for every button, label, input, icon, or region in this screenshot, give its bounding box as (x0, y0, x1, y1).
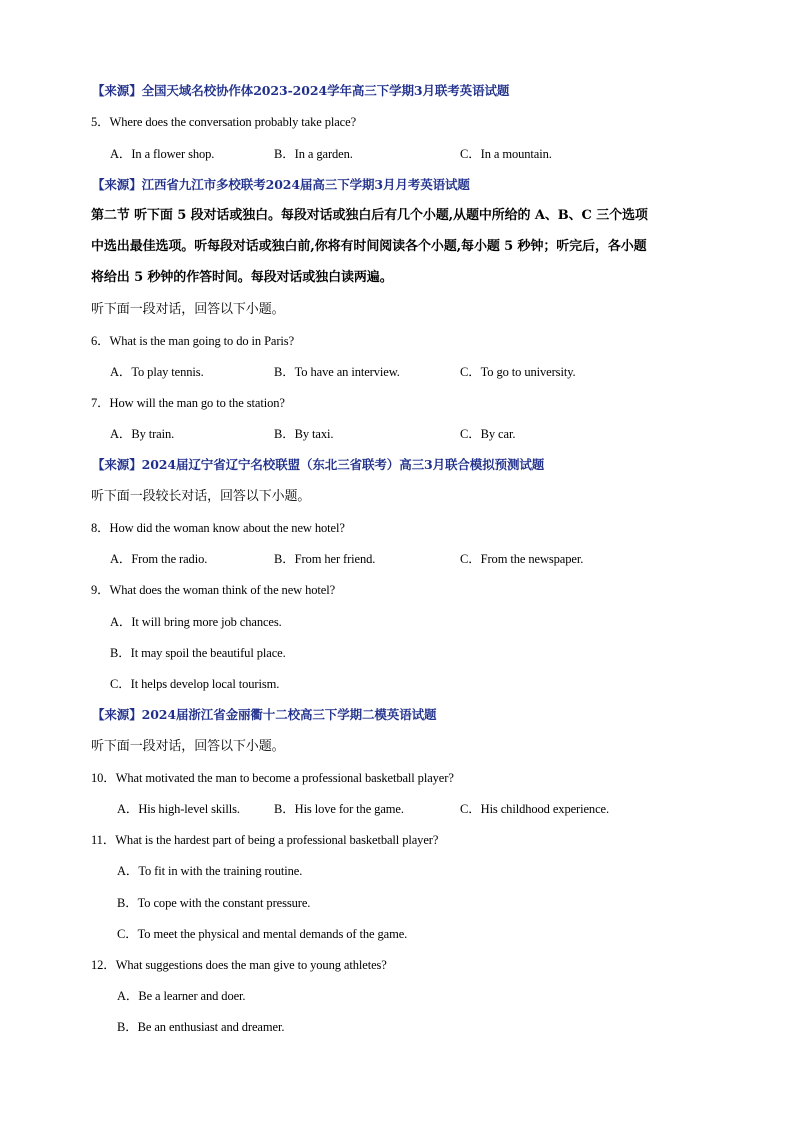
question-8: 8．How did the woman know about the new hotel? (91, 521, 345, 535)
long-dialog-instruction: 听下面一段较长对话，回答以下小题。 (91, 489, 311, 504)
option-12b: B．Be an enthusiast and dreamer. (117, 1020, 285, 1034)
option-10c: C．His childhood experience. (460, 802, 609, 816)
dialog-instruction-2: 听下面一段对话，回答以下小题。 (91, 739, 285, 754)
option-7b: B．By taxi. (274, 427, 334, 441)
question-9: 9．What does the woman think of the new hotel? (91, 583, 336, 597)
option-8c: C．From the newspaper. (460, 552, 584, 566)
question-11: 11．What is the hardest part of being a professional basketball player? (91, 833, 439, 847)
source-line: 【来源】全国天域名校协作体2023-2024学年高三下学期3月联考英语试题 (92, 83, 510, 98)
source-line: 【来源】2024届辽宁省辽宁名校联盟（东北三省联考）高三3月联合模拟预测试题 (92, 457, 545, 472)
option-5b: B．In a garden. (274, 147, 353, 161)
question-7: 7．How will the man go to the station? (91, 396, 285, 410)
question-6: 6．What is the man going to do in Paris? (91, 334, 295, 348)
option-12a: A．Be a learner and doer. (117, 989, 246, 1003)
option-6c: C．To go to university. (460, 365, 576, 379)
option-11c: C．To meet the physical and mental demands of the game. (117, 927, 408, 941)
option-11b: B．To cope with the constant pressure. (117, 896, 311, 910)
section-instruction-line-1: 第二节 听下面 5 段对话或独白。每段对话或独白后有几个小题,从题中所给的 A、B、C 三个选项 (91, 208, 648, 223)
option-5c: C．In a mountain. (460, 147, 552, 161)
source-line: 【来源】2024届浙江省金丽衢十二校高三下学期二模英语试题 (92, 707, 437, 722)
option-7a: A．By train. (110, 427, 175, 441)
option-6a: A．To play tennis. (110, 365, 204, 379)
section-instruction-line-2: 中选出最佳选项。听每段对话或独白前,你将有时间阅读各个小题,每小题 5 秒钟；听完后，各小题 (91, 239, 647, 254)
option-11a: A．To fit in with the training routine. (117, 864, 303, 878)
section-instruction-line-3: 将给出 5 秒钟的作答时间。每段对话或独白读两遍。 (91, 270, 393, 285)
option-6b: B．To have an interview. (274, 365, 400, 379)
source-line: 【来源】江西省九江市多校联考2024届高三下学期3月月考英语试题 (92, 177, 470, 192)
option-9b: B．It may spoil the beautiful place. (110, 646, 286, 660)
question-12: 12．What suggestions does the man give to young athletes? (91, 958, 387, 972)
option-8b: B．From her friend. (274, 552, 376, 566)
question-5: 5．Where does the conversation probably take place? (91, 115, 357, 129)
option-9c: C．It helps develop local tourism. (110, 677, 280, 691)
option-8a: A．From the radio. (110, 552, 208, 566)
option-10a: A．His high-level skills. (117, 802, 240, 816)
option-7c: C．By car. (460, 427, 516, 441)
option-5a: A．In a flower shop. (110, 147, 215, 161)
question-10: 10．What motivated the man to become a professional basketball player? (91, 771, 454, 785)
option-9a: A．It will bring more job chances. (110, 615, 282, 629)
option-10b: B．His love for the game. (274, 802, 404, 816)
dialog-instruction: 听下面一段对话，回答以下小题。 (91, 302, 285, 317)
